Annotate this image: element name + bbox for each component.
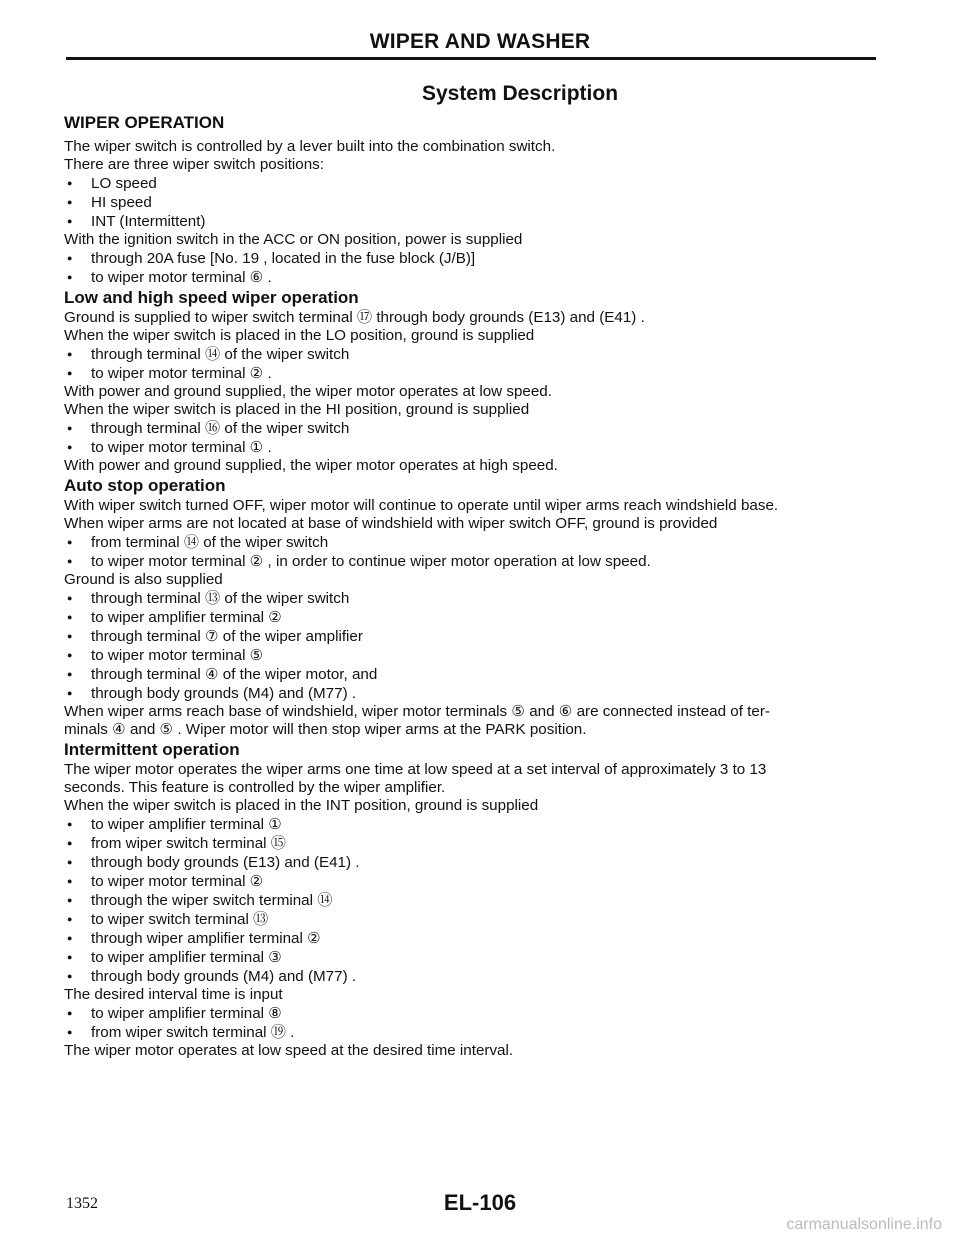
subheading: Low and high speed wiper operation xyxy=(64,288,359,307)
bullet-item: ● to wiper motor terminal ② , in order to continue wiper motor operation at low speed. xyxy=(64,552,894,571)
paragraph-line: When the wiper switch is placed in the HI position, ground is supplied xyxy=(64,401,530,418)
bullet-item: ● from terminal ⑭ of the wiper switch xyxy=(64,533,894,552)
bullet-item: ● to wiper motor terminal ⑤ xyxy=(64,646,894,665)
section-title: System Description xyxy=(421,82,619,105)
bullet-item: ● to wiper motor terminal ① . xyxy=(64,438,894,457)
page-code: 1352 xyxy=(66,1195,98,1212)
paragraph-line: When wiper arms are not located at base of windshield with wiper switch OFF, ground is provided xyxy=(64,515,718,532)
page-title: WIPER AND WASHER xyxy=(369,30,591,53)
bullet-item: ● through terminal ⑯ of the wiper switch xyxy=(64,419,894,438)
paragraph-line: When the wiper switch is placed in the LO position, ground is supplied xyxy=(64,327,535,344)
paragraph-line: The wiper motor operates at low speed at the desired time interval. xyxy=(64,1042,514,1059)
paragraph-line: With power and ground supplied, the wiper motor operates at high speed. xyxy=(64,457,558,474)
bullet-item: ● to wiper amplifier terminal ② xyxy=(64,608,894,627)
bullet-item: ● through body grounds (M4) and (M77) . xyxy=(64,967,894,986)
bullet-item: ● to wiper amplifier terminal ③ xyxy=(64,948,894,967)
paragraph-line: When the wiper switch is placed in the INT position, ground is supplied xyxy=(64,797,539,814)
bullet-item: ● to wiper switch terminal ⑬ xyxy=(64,910,894,929)
page-number: EL-106 xyxy=(443,1190,517,1215)
bullet-item: ● through terminal ④ of the wiper motor, and xyxy=(64,665,894,684)
bullet-item: ● through the wiper switch terminal ⑭ xyxy=(64,891,894,910)
bullet-item: ● to wiper motor terminal ⑥ . xyxy=(64,268,894,287)
bullet-item: ● through body grounds (E13) and (E41) . xyxy=(64,853,894,872)
watermark: carmanualsonline.info xyxy=(786,1216,942,1233)
paragraph-line: When wiper arms reach base of windshield, wiper motor terminals ⑤ and ⑥ are connected instead of ter- xyxy=(64,703,770,720)
subheading: Intermittent operation xyxy=(64,740,240,759)
paragraph-line: seconds. This feature is controlled by the wiper amplifier. xyxy=(64,779,446,796)
paragraph-line: With power and ground supplied, the wiper motor operates at low speed. xyxy=(64,383,552,400)
bullet-item: ● through terminal ⑦ of the wiper amplifier xyxy=(64,627,894,646)
title-rule xyxy=(66,57,876,60)
bullet-item: ● to wiper amplifier terminal ① xyxy=(64,815,894,834)
paragraph-line: There are three wiper switch positions: xyxy=(64,156,324,173)
bullet-item: ● LO speed xyxy=(64,174,894,193)
heading-main: WIPER OPERATION xyxy=(64,113,225,132)
paragraph-line: minals ④ and ⑤ . Wiper motor will then stop wiper arms at the PARK position. xyxy=(64,721,587,738)
paragraph-line: The wiper switch is controlled by a lever built into the combination switch. xyxy=(64,138,556,155)
bullet-item: ● to wiper motor terminal ② . xyxy=(64,364,894,383)
paragraph-line: Ground is also supplied xyxy=(64,571,223,588)
bullet-item: ● from wiper switch terminal ⑮ xyxy=(64,834,894,853)
bullet-item: ● through 20A fuse [No. 19 , located in the fuse block (J/B)] xyxy=(64,249,894,268)
subheading: Auto stop operation xyxy=(64,476,226,495)
paragraph-line: With wiper switch turned OFF, wiper motor will continue to operate until wiper arms reach windshield base. xyxy=(64,497,779,514)
paragraph-line: Ground is supplied to wiper switch terminal ⑰ through body grounds (E13) and (E41) . xyxy=(64,309,645,326)
bullet-item: ● through terminal ⑭ of the wiper switch xyxy=(64,345,894,364)
paragraph-line: With the ignition switch in the ACC or ON position, power is supplied xyxy=(64,231,523,248)
paragraph-line: The desired interval time is input xyxy=(64,986,283,1003)
bullet-item: ● to wiper amplifier terminal ⑧ xyxy=(64,1004,894,1023)
bullet-item: ● through terminal ⑬ of the wiper switch xyxy=(64,589,894,608)
bullet-item: ● through wiper amplifier terminal ② xyxy=(64,929,894,948)
bullet-item: ● through body grounds (M4) and (M77) . xyxy=(64,684,894,703)
bullet-item: ● from wiper switch terminal ⑲ . xyxy=(64,1023,894,1042)
bullet-item: ● HI speed xyxy=(64,193,894,212)
paragraph-line: The wiper motor operates the wiper arms one time at low speed at a set interval of approximately 3 to 13 xyxy=(64,761,767,778)
document-body xyxy=(64,113,894,1060)
bullet-item: ● INT (Intermittent) xyxy=(64,212,894,231)
bullet-item: ● to wiper motor terminal ② xyxy=(64,872,894,891)
